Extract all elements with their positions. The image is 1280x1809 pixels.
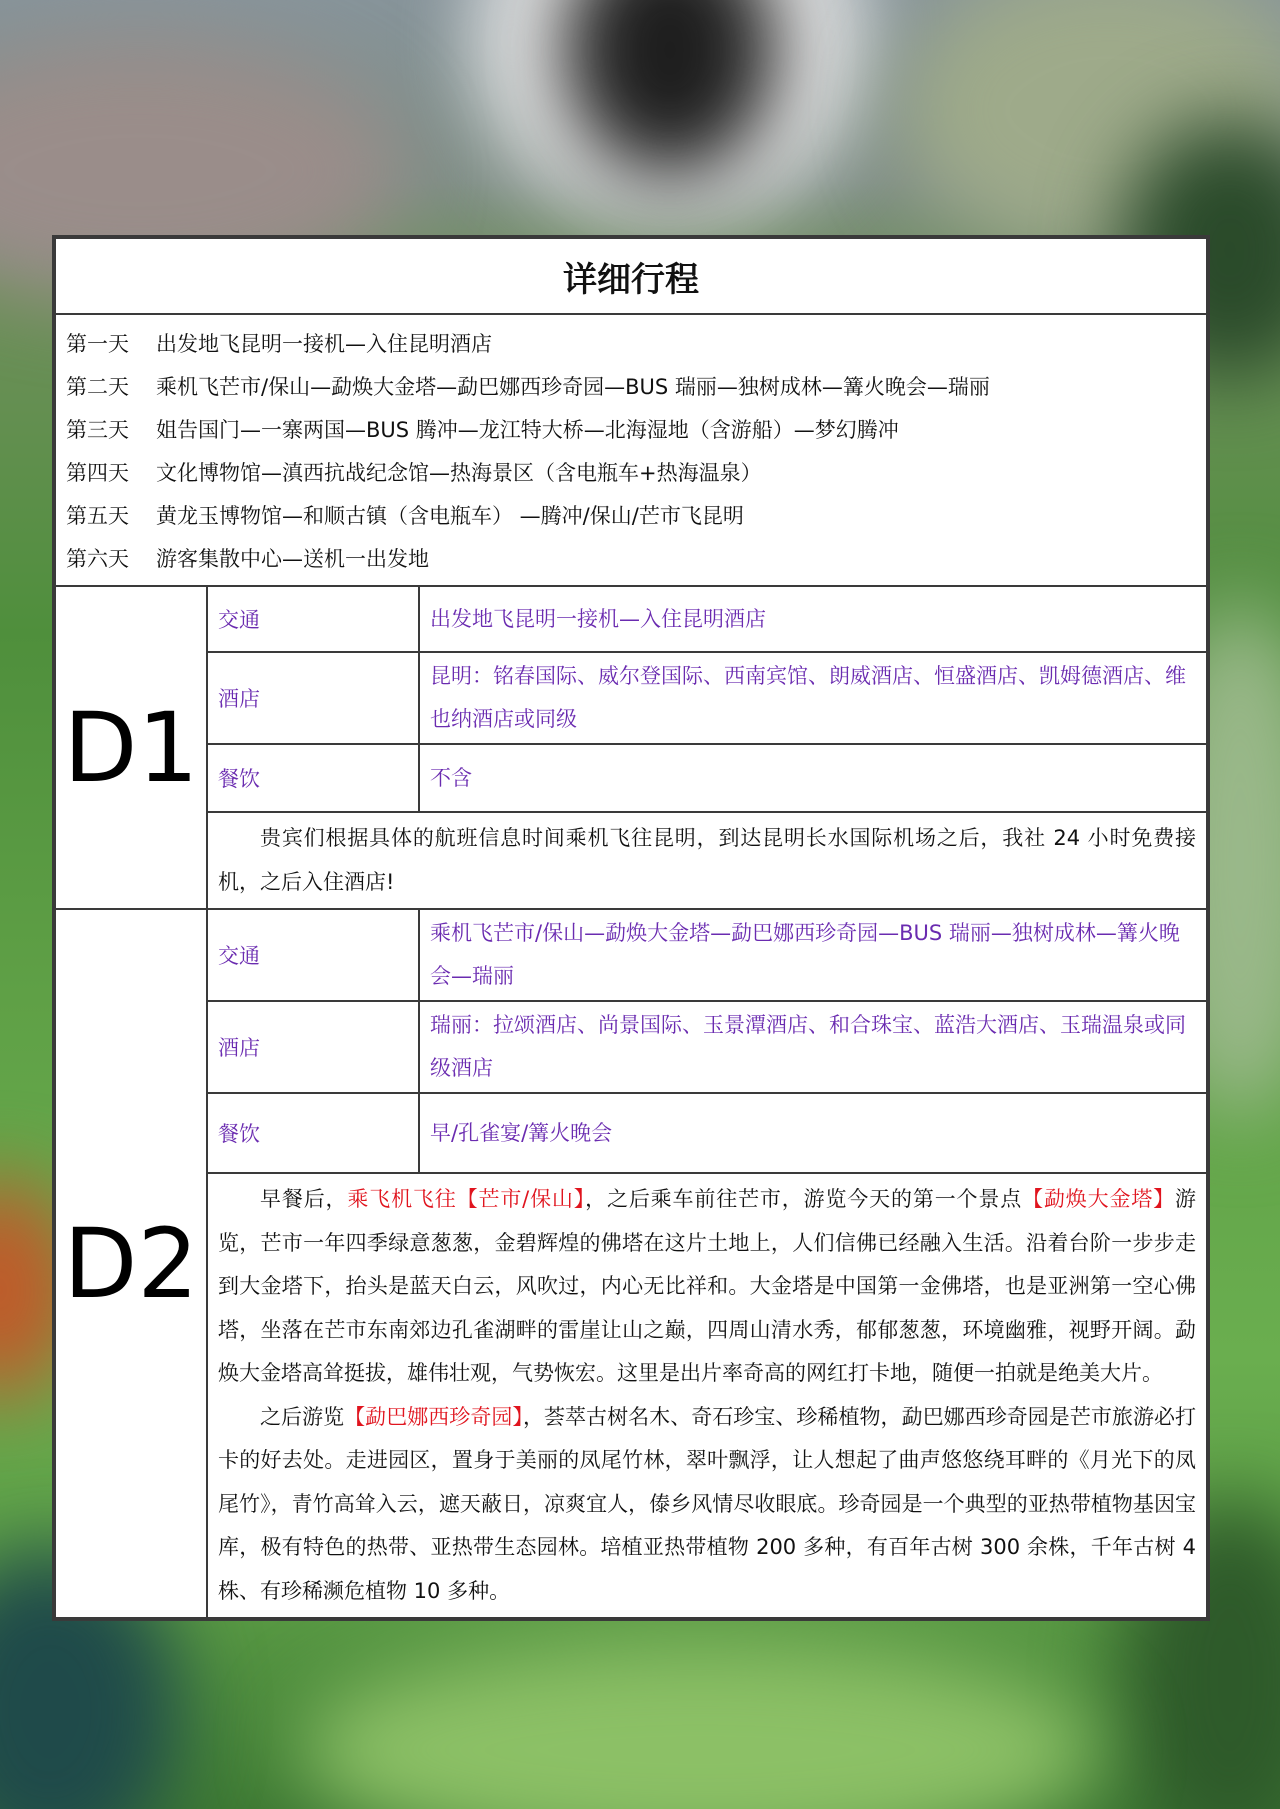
overview-line (66, 452, 1196, 495)
overview-day: 第三天 (66, 418, 129, 442)
overview-line (66, 409, 1196, 452)
highlight-text: 【勐焕大金塔】 (1022, 1187, 1176, 1211)
meal-value: 早/孔雀宴/篝火晚会 (419, 1093, 1207, 1173)
highlight-text: 乘飞机飞往【芒市/保山】 (347, 1187, 586, 1211)
hotel-value: 瑞丽：拉颂酒店、尚景国际、玉景潭酒店、和合珠宝、蓝浩大酒店、玉瑞温泉或同级酒店 (419, 1001, 1207, 1093)
itinerary-overview (55, 314, 1207, 586)
overview-text: 出发地飞昆明一接机—入住昆明酒店 (156, 332, 492, 356)
overview-line (66, 538, 1196, 581)
description-paragraph: 贵宾们根据具体的航班信息时间乘机飞往昆明，到达昆明长水国际机场之后，我社 24 小时免费接机，之后入住酒店! (218, 826, 1196, 894)
overview-text: 黄龙玉博物馆—和顺古镇（含电瓶车） —腾冲/保山/芒市飞昆明 (156, 504, 744, 528)
hotel-label: 酒店 (207, 652, 419, 744)
transport-label: 交通 (207, 586, 419, 652)
highlight-text: 【勐巴娜西珍奇园】 (344, 1404, 523, 1429)
transport-value: 乘机飞芒市/保山—勐焕大金塔—勐巴娜西珍奇园—BUS 瑞丽—独树成林—篝火晚会—瑞丽 (419, 909, 1207, 1001)
overview-line (66, 323, 1196, 366)
overview-text: 游客集散中心—送机一出发地 (156, 547, 429, 571)
overview-day: 第四天 (66, 461, 129, 485)
overview-text: 姐告国门—一寨两国—BUS 腾冲—龙江特大桥—北海湿地（含游船）—梦幻腾冲 (156, 418, 899, 442)
description-paragraph: 早餐后，乘飞机飞往【芒市/保山】，之后乘车前往芒市，游览今天的第一个景点【勐焕大金塔】游览，芒市一年四季绿意葱葱，金碧辉煌的佛塔在这片土地上，人们信佛已经融入生活。沿着台阶一步步走到大金塔下，抬头是蓝天白云，风吹过，内心无比祥和。大金塔是中国第一金佛塔，也是亚洲第一空心佛塔，坐落在芒市东南郊边孔雀湖畔的雷崖让山之巅，四周山清水秀，郁郁葱葱，环境幽雅，视野开阔。勐焕大金塔高耸挺拔，雄伟壮观，气势恢宏。这里是出片率奇高的网红打卡地，随便一拍就是绝美大片。 (218, 1187, 1197, 1385)
hotel-label: 酒店 (207, 1001, 419, 1093)
overview-day: 第五天 (66, 504, 129, 528)
overview-line (66, 495, 1196, 538)
overview-text: 文化博物馆—滇西抗战纪念馆—热海景区（含电瓶车+热海温泉） (156, 461, 762, 485)
meal-label: 餐饮 (207, 744, 419, 812)
day-code-d2: D2 (55, 909, 207, 1618)
overview-day: 第二天 (66, 375, 129, 399)
meal-value: 不含 (419, 744, 1207, 812)
day-code-d1: D1 (55, 586, 207, 909)
itinerary-document (52, 235, 1210, 1621)
overview-day: 第一天 (66, 332, 129, 356)
meal-label: 餐饮 (207, 1093, 419, 1173)
hotel-value: 昆明：铭春国际、威尔登国际、西南宾馆、朗威酒店、恒盛酒店、凯姆德酒店、维也纳酒店或同级 (419, 652, 1207, 744)
itinerary-table (54, 237, 1208, 1619)
document-title: 详细行程 (55, 238, 1207, 314)
overview-day: 第六天 (66, 547, 129, 571)
transport-label: 交通 (207, 909, 419, 1001)
transport-value: 出发地飞昆明一接机—入住昆明酒店 (419, 586, 1207, 652)
overview-line (66, 366, 1196, 409)
overview-text: 乘机飞芒市/保山—勐焕大金塔—勐巴娜西珍奇园—BUS 瑞丽—独树成林—篝火晚会—瑞丽 (156, 375, 990, 399)
description-paragraph: 之后游览【勐巴娜西珍奇园】，荟萃古树名木、奇石珍宝、珍稀植物，勐巴娜西珍奇园是芒市旅游必打卡的好去处。走进园区，置身于美丽的凤尾竹林，翠叶飘浮，让人想起了曲声悠悠绕耳畔的《月光下的凤尾竹》，青竹高耸入云，遮天蔽日，凉爽宜人，傣乡风情尽收眼底。珍奇园是一个典型的亚热带植物基因宝库，极有特色的热带、亚热带生态园林。培植亚热带植物 200 多种，有百年古树 300 余株，千年古树 4 株、有珍稀濒危植物 10 多种。 (218, 1404, 1197, 1603)
day-description (207, 1173, 1207, 1618)
day-description (207, 812, 1207, 909)
